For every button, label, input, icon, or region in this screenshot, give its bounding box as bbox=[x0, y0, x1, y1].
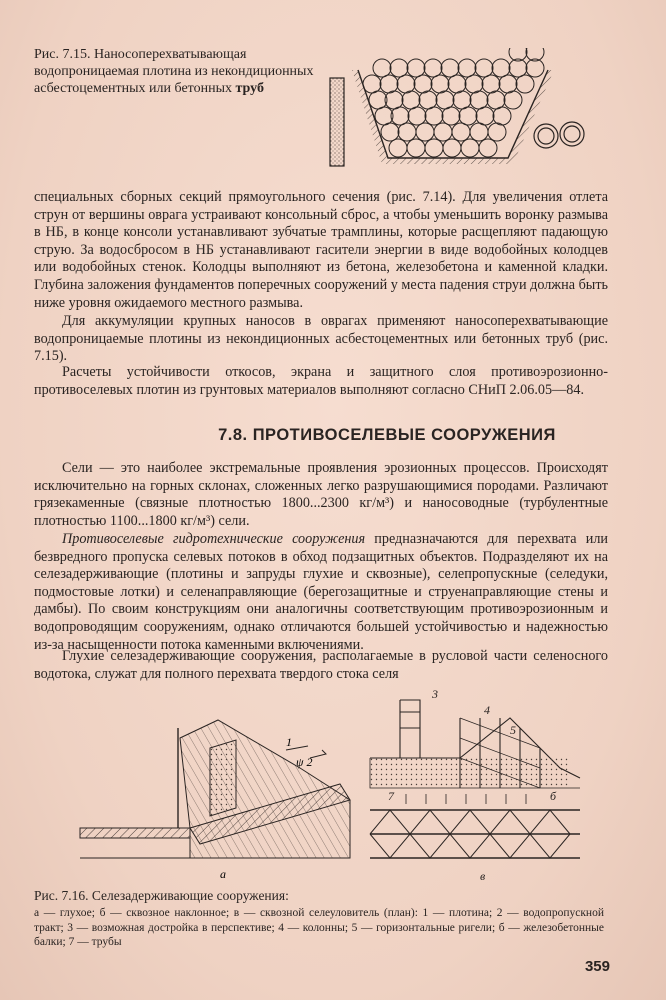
figure-7-16-drawing bbox=[40, 688, 620, 884]
paragraph-5-text: предназначаются для перехвата или безвредного пропуска селевых потоков в обход подзащитных объектов. Подразделяют их на селезадерживающие (плотины и запруды глухие и сквозные), селепропускные (селедуки, подмостовые лотки) и селенаправляющие (берегозащитные и струенаправляющие стены и дамбы). По своим конструкциям они аналогичны соответствующим противоэрозионным и водопроводящим сооружениям, однако отличаются большей устойчивостью и надежностью из-за насыщенности потока каменными включениями. bbox=[34, 531, 608, 653]
figure-7-16-legend: а — глухое; б — сквозное наклонное; в — сквозной селеуловитель (план): 1 — плотина; 2 — водопропускной тракт; 3 — возможная достройка в перспективе; 4 — колонны; 5 — горизонтальные ригели; б — железобетонные балки; 7 — трубы bbox=[34, 907, 604, 949]
label-3: 3 bbox=[432, 688, 438, 701]
paragraph-6: Глухие селезадерживающие сооружения, располагаемые в русловой части селеносного водотока, служат для полного перехвата твердого стока селя bbox=[34, 648, 608, 682]
label-v: в bbox=[480, 869, 486, 883]
paragraph-2: Для аккумуляции крупных наносов в оврагах применяют наносоперехватывающие водопроницаемые плотины из некондиционных асбестоцементных или бетонных труб (рис. 7.15). bbox=[34, 313, 608, 365]
figure-part-v bbox=[370, 789, 580, 883]
figure-7-16-title: Рис. 7.16. Селезадерживающие сооружения: bbox=[34, 888, 289, 903]
paragraph-5 bbox=[34, 531, 608, 654]
label-a: а bbox=[220, 867, 226, 881]
label-4: 4 bbox=[484, 703, 490, 717]
figure-7-15-caption bbox=[34, 46, 314, 97]
label-psi2: ψ 2 bbox=[296, 755, 313, 769]
figure-7-15-caption-bold: труб bbox=[235, 81, 264, 96]
page-number: 359 bbox=[584, 958, 610, 975]
label-5: 5 bbox=[510, 723, 516, 737]
paragraph-4: Сели — это наиболее экстремальные проявления эрозионных процессов. Происходят исключительно на горных склонах, сложенных легко разрушающимися породами. Различают грязекаменные (связные плотностью 1800...2300 кг/м³) и наносоводные (турбулентные плотностью 1100...1800 кг/м³) сели. bbox=[34, 460, 608, 529]
paragraph-3: Расчеты устойчивости откосов, экрана и защитного слоя противоэрозионно-противоселевых плотин из грунтовых материалов выполняют согласно СНиП 2.06.05—84. bbox=[34, 364, 608, 398]
paragraph-5-term: Противоселевые гидротехнические сооружения bbox=[62, 531, 366, 547]
paragraph-1: специальных сборных секций прямоугольного сечения (рис. 7.14). Для увеличения отлета струн от вершины оврага устраивают консольный сброс, а чтобы уменьшить воронку размыва в НБ, в конце консоли устанавливают зубчатые трамплины, которые расщепляют падающую струю. За водосбросом в НБ устанавливают гасители энергии в виде водобойных колодцев или водобойных стенок. Колодцы выполняют из бетона, железобетона и каменной кладки. Глубина заложения фундаментов поперечных сооружений у места падения струи должна быть ниже уровня ожидаемого местного размыва. bbox=[34, 189, 608, 311]
figure-part-b bbox=[370, 688, 580, 788]
label-7: 7 bbox=[388, 789, 394, 803]
label-1: 1 bbox=[286, 735, 292, 749]
figure-7-15-caption-text: Рис. 7.15. Наносоперехватывающая водопроницаемая плотина из некондиционных асбестоцементных или бетонных bbox=[34, 47, 314, 96]
section-heading: 7.8. ПРОТИВОСЕЛЕВЫЕ СООРУЖЕНИЯ bbox=[218, 426, 556, 444]
figure-7-15-drawing bbox=[318, 48, 618, 168]
figure-part-a bbox=[80, 720, 350, 881]
label-6: б bbox=[550, 789, 557, 803]
